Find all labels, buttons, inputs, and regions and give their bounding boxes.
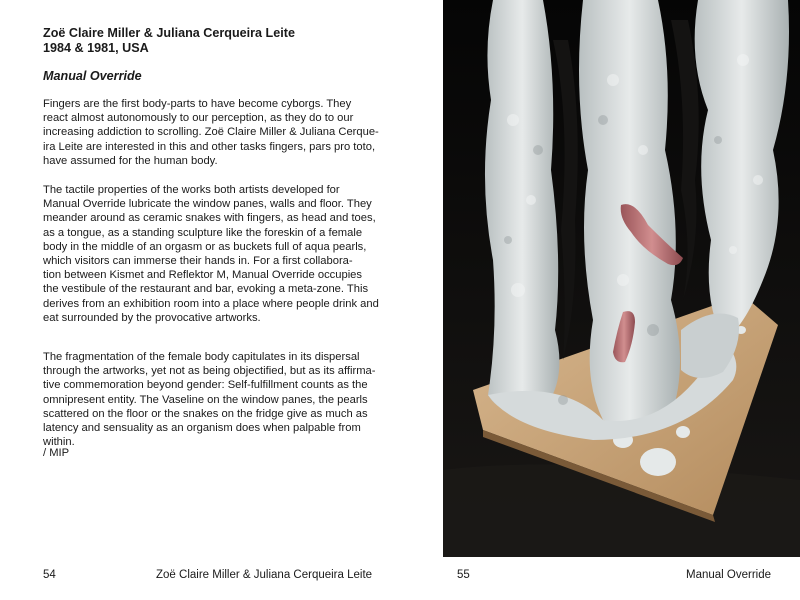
text-line: have assumed for the human body. [43, 154, 218, 167]
running-head-right: Manual Override [685, 569, 771, 581]
artist-dates: 1984 & 1981, USA [43, 41, 149, 55]
artist-name: Zoë Claire Miller & Juliana Cerqueira Leite [43, 26, 295, 40]
text-line: omnipresent entity. The Vaseline on the window panes, the pearls [43, 393, 368, 406]
text-line: within. [43, 436, 75, 449]
text-line: scattered on the floor or the snakes on the fridge give as much as [43, 407, 368, 420]
text-line: eat surrounded by the provocative artworks. [43, 311, 261, 324]
page-number-left: 54 [43, 569, 56, 581]
text-line: increasing addiction to scrolling. Zoë Claire Miller & Juliana Cerque- [43, 126, 379, 139]
paragraph-1 [43, 97, 415, 168]
text-line: The fragmentation of the female body capitulates in its dispersal [43, 351, 360, 363]
text-line: which visitors can immerse their hands in. For a first collabora- [43, 255, 353, 268]
work-title: Manual Override [43, 69, 142, 83]
text-line: meander around as ceramic snakes with fingers, as head and toes, [43, 212, 376, 225]
text-line: Fingers are the first body-parts to have become cyborgs. They [43, 98, 352, 110]
text-line: tive commemoration beyond gender: Self-fulfillment counts as the [43, 379, 368, 392]
sculpture-image [443, 0, 800, 557]
paragraph-2 [43, 183, 415, 325]
text-line: latency and sensuality as an organism does when palpable from [43, 422, 361, 435]
text-line: react almost autonomously to our perception, as they do to our [43, 112, 354, 125]
right-page [443, 0, 800, 600]
author-signature: / MIP [43, 447, 70, 459]
running-head-left: Zoë Claire Miller & Juliana Cerqueira Leite [156, 569, 373, 581]
text-line: the vestibule of the restaurant and bar, evoking a meta-zone. This [43, 283, 369, 296]
text-line: through the artworks, yet not as being objectified, but as its affirma- [43, 365, 376, 378]
paragraph-3 [43, 350, 415, 449]
text-line: body in the middle of an orgasm or as buckets full of aqua pearls, [43, 240, 367, 253]
text-line: derives from an exhibition room into a place where people drink and [43, 297, 379, 310]
text-line: as a tongue, as a standing sculpture like the foreskin of a female [43, 226, 363, 239]
artwork-photo [443, 0, 800, 557]
text-line: tion between Kismet and Reflektor M, Manual Override occupies [43, 269, 362, 282]
text-line: Manual Override lubricate the window panes, walls and floor. They [43, 198, 372, 211]
text-line: ira Leite are interested in this and other tasks fingers, pars pro toto, [43, 140, 376, 153]
page-number-right: 55 [457, 569, 470, 581]
text-line: The tactile properties of the works both artists developed for [43, 184, 340, 196]
